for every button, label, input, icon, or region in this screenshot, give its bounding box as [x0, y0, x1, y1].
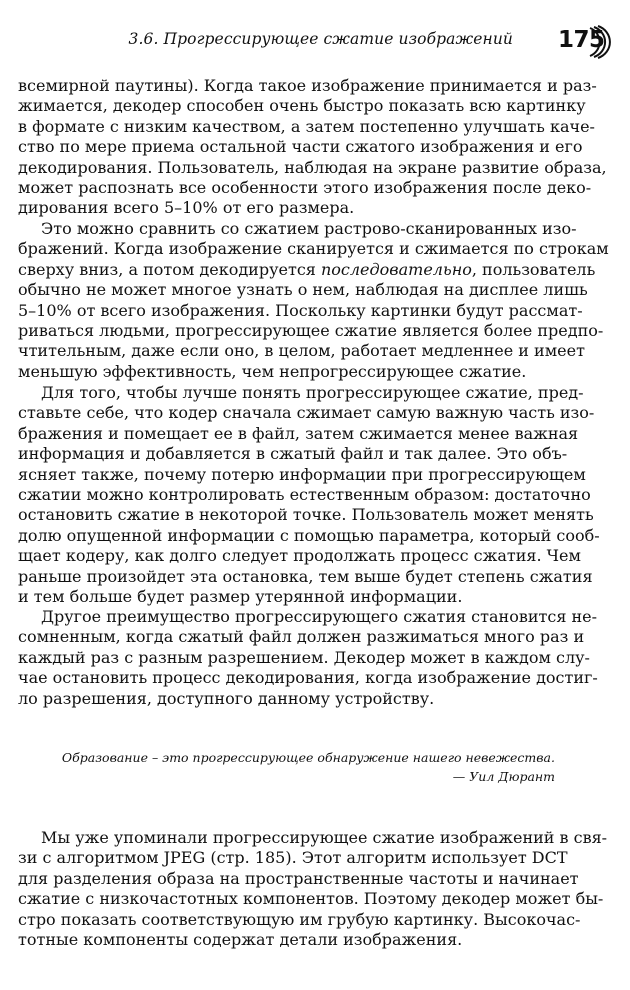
running-header [18, 24, 616, 60]
text-line: сомненным, когда сжатый файл должен разжиматься много раз и [18, 627, 585, 647]
text-line: жимается, декодер способен очень быстро показать всю картинку [18, 96, 586, 116]
text-line: обычно не может многое узнать о нем, наблюдая на дисплее лишь [18, 280, 588, 300]
text-line: ло разрешения, доступного данному устройству. [18, 688, 435, 708]
paragraph-1 [18, 76, 607, 219]
text-line: ясняет также, почему потерю информации при прогрессирующем [18, 464, 586, 484]
text-line: чае остановить процесс декодирования, когда изображение достиг- [18, 668, 598, 688]
text-line: сжатие с низкочастотных компонентов. Поэтому декодер может бы- [18, 889, 604, 909]
text-line: 5–10% от всего изображения. Поскольку картинки будут рассмат- [18, 300, 583, 320]
text-line: ство по мере приема остальной части сжатого изображения и его [18, 137, 583, 157]
text-line: меньшую эффективность, чем непрогрессирующее сжатие. [18, 361, 527, 381]
text-line: Мы уже упоминали прогрессирующее сжатие изображений в свя- [41, 828, 608, 847]
paragraph-3 [18, 383, 600, 607]
text-line: декодирования. Пользователь, наблюдая на экране развитие образа, [18, 157, 607, 177]
text-line: Другое преимущество прогрессирующего сжатия становится не- [41, 607, 598, 626]
text-line: сжатии можно контролировать естественным образом: достаточно [18, 485, 591, 505]
text-line: всемирной паутины). Когда такое изображение принимается и раз- [18, 76, 597, 95]
text-line: в формате с низким качеством, а затем постепенно улучшать каче- [18, 116, 595, 136]
page-number: 175 [558, 27, 605, 53]
page-number-arcs-icon [586, 24, 616, 60]
section-title: 3.6. Прогрессирующее сжатие изображений [128, 30, 513, 48]
text-line: для разделения образа на пространственные частоты и начинает [18, 868, 579, 888]
paragraph-2 [18, 219, 609, 382]
text-line: и тем больше будет размер утерянной информации. [18, 587, 463, 607]
text-line: остановить сжатие в некоторой точке. Пользователь может менять [18, 505, 594, 525]
epigraph-quote: Образование – это прогрессирующее обнаружение нашего невежества. [61, 750, 555, 765]
text-line-with-italic: сверху вниз, а потом декодируется последовательно, пользователь [18, 259, 596, 279]
text-line: бражения и помещает ее в файл, затем сжимается менее важная [18, 423, 579, 443]
epigraph-attribution: — Уил Дюрант [452, 769, 555, 784]
text-line: риваться людьми, прогрессирующее сжатие является более предпо- [18, 321, 604, 341]
text-line: чтительным, даже если оно, в целом, работает медленнее и имеет [18, 341, 585, 361]
text-line: дирования всего 5–10% от его размера. [18, 198, 355, 218]
text-line: Это можно сравнить со сжатием растрово-сканированных изо- [41, 219, 577, 238]
paragraph-4 [18, 607, 598, 709]
text-line: раньше произойдет эта остановка, тем выше будет степень сжатия [18, 566, 593, 586]
text-line: щает кодеру, как долго следует продолжать процесс сжатия. Чем [18, 546, 581, 566]
page-number-badge [552, 24, 616, 60]
paragraph-5 [18, 828, 608, 950]
text-line: тотные компоненты содержат детали изображения. [18, 930, 463, 950]
epigraph [62, 748, 555, 786]
text-line: ставьте себе, что кодер сначала сжимает самую важную часть изо- [18, 403, 595, 423]
text-line: зи с алгоритмом JPEG (стр. 185). Этот алгоритм использует DCT [18, 848, 568, 868]
text-line: стро показать соответствующую им грубую картинку. Высокочас- [18, 909, 581, 929]
text-line: долю опущенной информации с помощью параметра, который сооб- [18, 525, 600, 545]
italic-word: последовательно [320, 259, 472, 279]
text-line: может распознать все особенности этого изображения после деко- [18, 178, 592, 198]
text-line: информация и добавляется в сжатый файл и так далее. Это объ- [18, 444, 568, 464]
text-line: Для того, чтобы лучше понять прогрессирующее сжатие, пред- [41, 383, 584, 402]
text-line: каждый раз с разным разрешением. Декодер может в каждом слу- [18, 647, 590, 667]
text-line: бражений. Когда изображение сканируется и сжимается по строкам [18, 239, 609, 259]
